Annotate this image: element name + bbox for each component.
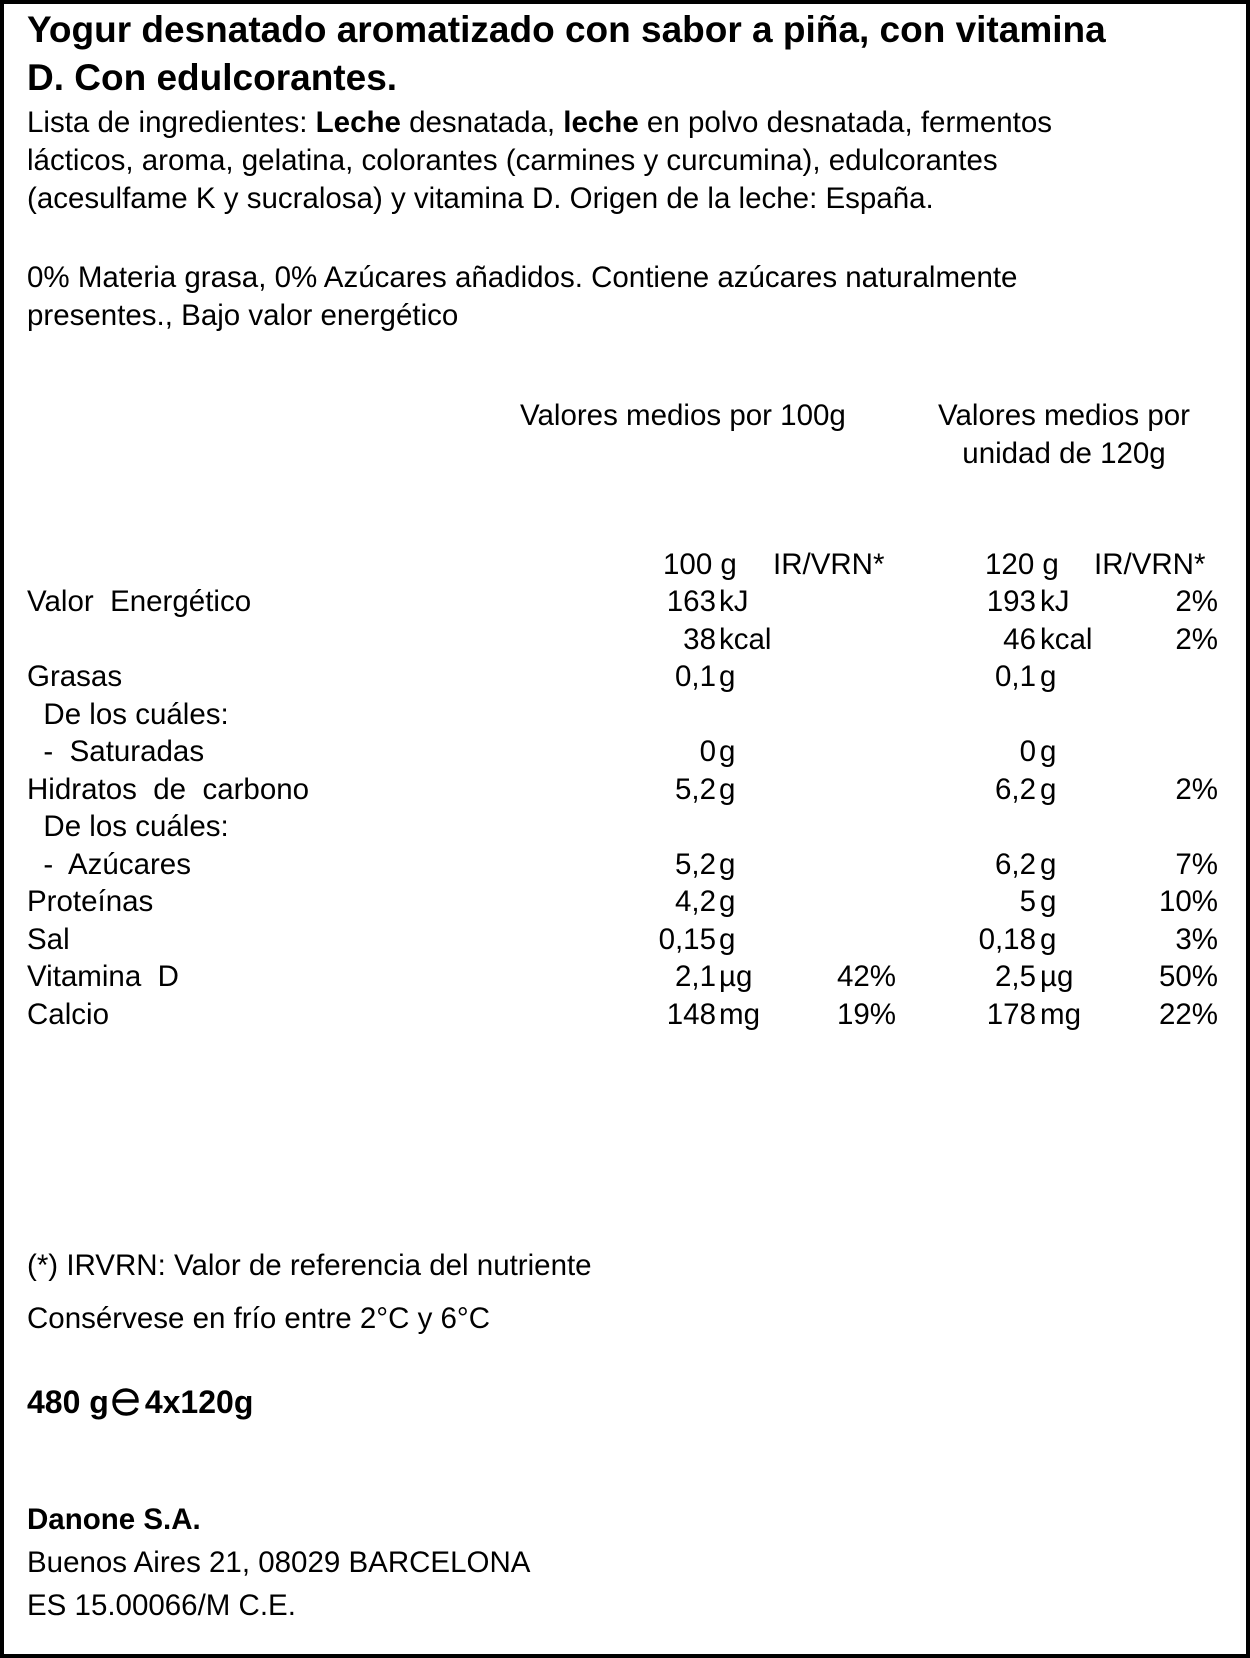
value-120g: 0 (1019, 735, 1036, 768)
value-120g: 6,2 (994, 772, 1036, 806)
nutrient-label: De los cuáles: (27, 810, 229, 843)
value-100g: 5,2 (674, 847, 716, 881)
unit-100g: g (719, 922, 736, 956)
unit-120g: g (1040, 660, 1057, 693)
ingredients-text: en polvo desnatada, fermentos (638, 106, 1053, 139)
nutrient-label: Grasas (27, 660, 123, 693)
allergen-leche-1: Leche (315, 106, 401, 139)
nutrition-label (4, 4, 1246, 1654)
ir-vrn-120g: 22% (1158, 997, 1218, 1031)
net-weight-value: 480 g (27, 1384, 109, 1420)
ir-vrn-120g: 2% (1175, 585, 1218, 618)
unit-100g: g (719, 735, 736, 768)
allergen-leche-2: leche (563, 106, 639, 139)
ingredients-line-1 (27, 104, 1052, 141)
subheader-120g: 120 g (985, 548, 1059, 581)
ingredients-line-3: (acesulfame K y sucralosa) y vitamina D. Origen de la leche: España. (27, 182, 934, 215)
ir-vrn-120g: 50% (1158, 960, 1218, 993)
claims-line-1: 0% Materia grasa, 0% Azúcares añadidos. Contiene azúcares naturalmente (27, 261, 1018, 294)
subheader-ir-120g: IR/VRN* (1094, 548, 1206, 581)
value-120g: 0,18 (978, 922, 1036, 956)
unit-100g: kJ (719, 585, 749, 618)
unit-120g: kcal (1040, 622, 1093, 656)
ir-vrn-120g: 3% (1175, 922, 1218, 956)
header-per-unit-line-1: Valores medios por (938, 399, 1190, 432)
unit-100g: g (719, 847, 736, 881)
pack-composition: 4x120g (144, 1384, 254, 1420)
subheader-100g: 100 g (663, 548, 737, 581)
nutrient-label: De los cuáles: (27, 697, 229, 731)
nutrient-label: Vitamina D (27, 960, 179, 993)
ir-vrn-120g: 2% (1175, 622, 1218, 656)
value-120g: 2,5 (994, 960, 1036, 993)
storage-instructions: Consérvese en frío entre 2°C y 6°C (27, 1302, 491, 1335)
unit-120g: µg (1040, 960, 1074, 993)
ir-vrn-120g: 2% (1175, 772, 1218, 806)
value-120g: 193 (986, 585, 1036, 618)
nutrient-label: Sal (27, 922, 70, 956)
net-weight (27, 1382, 253, 1425)
company-address: Buenos Aires 21, 08029 BARCELONA (27, 1546, 531, 1579)
unit-120g: g (1040, 885, 1057, 918)
nutrient-label: - Azúcares (27, 847, 191, 881)
company-name: Danone S.A. (27, 1503, 201, 1536)
unit-120g: g (1040, 847, 1057, 881)
value-100g: 0,15 (658, 922, 716, 956)
value-100g: 5,2 (674, 772, 716, 806)
product-title-line-1: Yogur desnatado aromatizado con sabor a piña, con vitamina (27, 9, 1106, 50)
value-100g: 4,2 (674, 885, 716, 918)
nutrient-label: Hidratos de carbono (27, 772, 310, 806)
e-mark-icon (111, 1385, 141, 1425)
ir-vrn-120g: 7% (1175, 847, 1218, 881)
value-120g: 5 (1019, 885, 1036, 918)
unit-120g: kJ (1040, 585, 1070, 618)
ingredients-line-2: lácticos, aroma, gelatina, colorantes (carmines y curcumina), edulcorantes (27, 144, 998, 177)
ir-vrn-120g: 10% (1158, 885, 1218, 918)
nutrient-label: Proteínas (27, 885, 154, 918)
company-registry: ES 15.00066/M C.E. (27, 1589, 296, 1622)
unit-100g: g (719, 772, 736, 806)
ingredients-intro: Lista de ingredientes: (27, 106, 316, 139)
unit-120g: g (1040, 922, 1057, 956)
nutrient-label: Calcio (27, 997, 109, 1031)
value-120g: 46 (1003, 622, 1036, 656)
unit-100g: kcal (719, 622, 772, 656)
value-120g: 0,1 (994, 660, 1036, 693)
ir-vrn-100g: 42% (836, 960, 896, 993)
value-100g: 38 (683, 622, 716, 656)
footnote: (*) IRVRN: Valor de referencia del nutriente (27, 1249, 592, 1282)
claims-line-2: presentes., Bajo valor energético (27, 299, 459, 332)
ingredients-text: desnatada, (400, 106, 564, 139)
value-100g: 163 (666, 585, 716, 618)
value-100g: 0 (699, 735, 716, 768)
value-100g: 2,1 (674, 960, 716, 993)
value-100g: 0,1 (674, 660, 716, 693)
nutrient-label: - Saturadas (27, 735, 205, 768)
value-120g: 6,2 (994, 847, 1036, 881)
unit-100g: mg (719, 997, 760, 1031)
header-per-100g: Valores medios por 100g (520, 399, 846, 432)
header-per-unit-line-2: unidad de 120g (962, 437, 1166, 470)
unit-100g: µg (719, 960, 753, 993)
value-100g: 148 (666, 997, 716, 1031)
unit-120g: g (1040, 772, 1057, 806)
unit-100g: g (719, 660, 736, 693)
product-title-line-2: D. Con edulcorantes. (27, 57, 398, 98)
nutrient-label: Valor Energético (27, 585, 252, 618)
ir-vrn-100g: 19% (836, 997, 896, 1031)
unit-120g: mg (1040, 997, 1081, 1031)
unit-120g: g (1040, 735, 1057, 768)
unit-100g: g (719, 885, 736, 918)
subheader-ir-100g: IR/VRN* (773, 548, 885, 581)
value-120g: 178 (986, 997, 1036, 1031)
